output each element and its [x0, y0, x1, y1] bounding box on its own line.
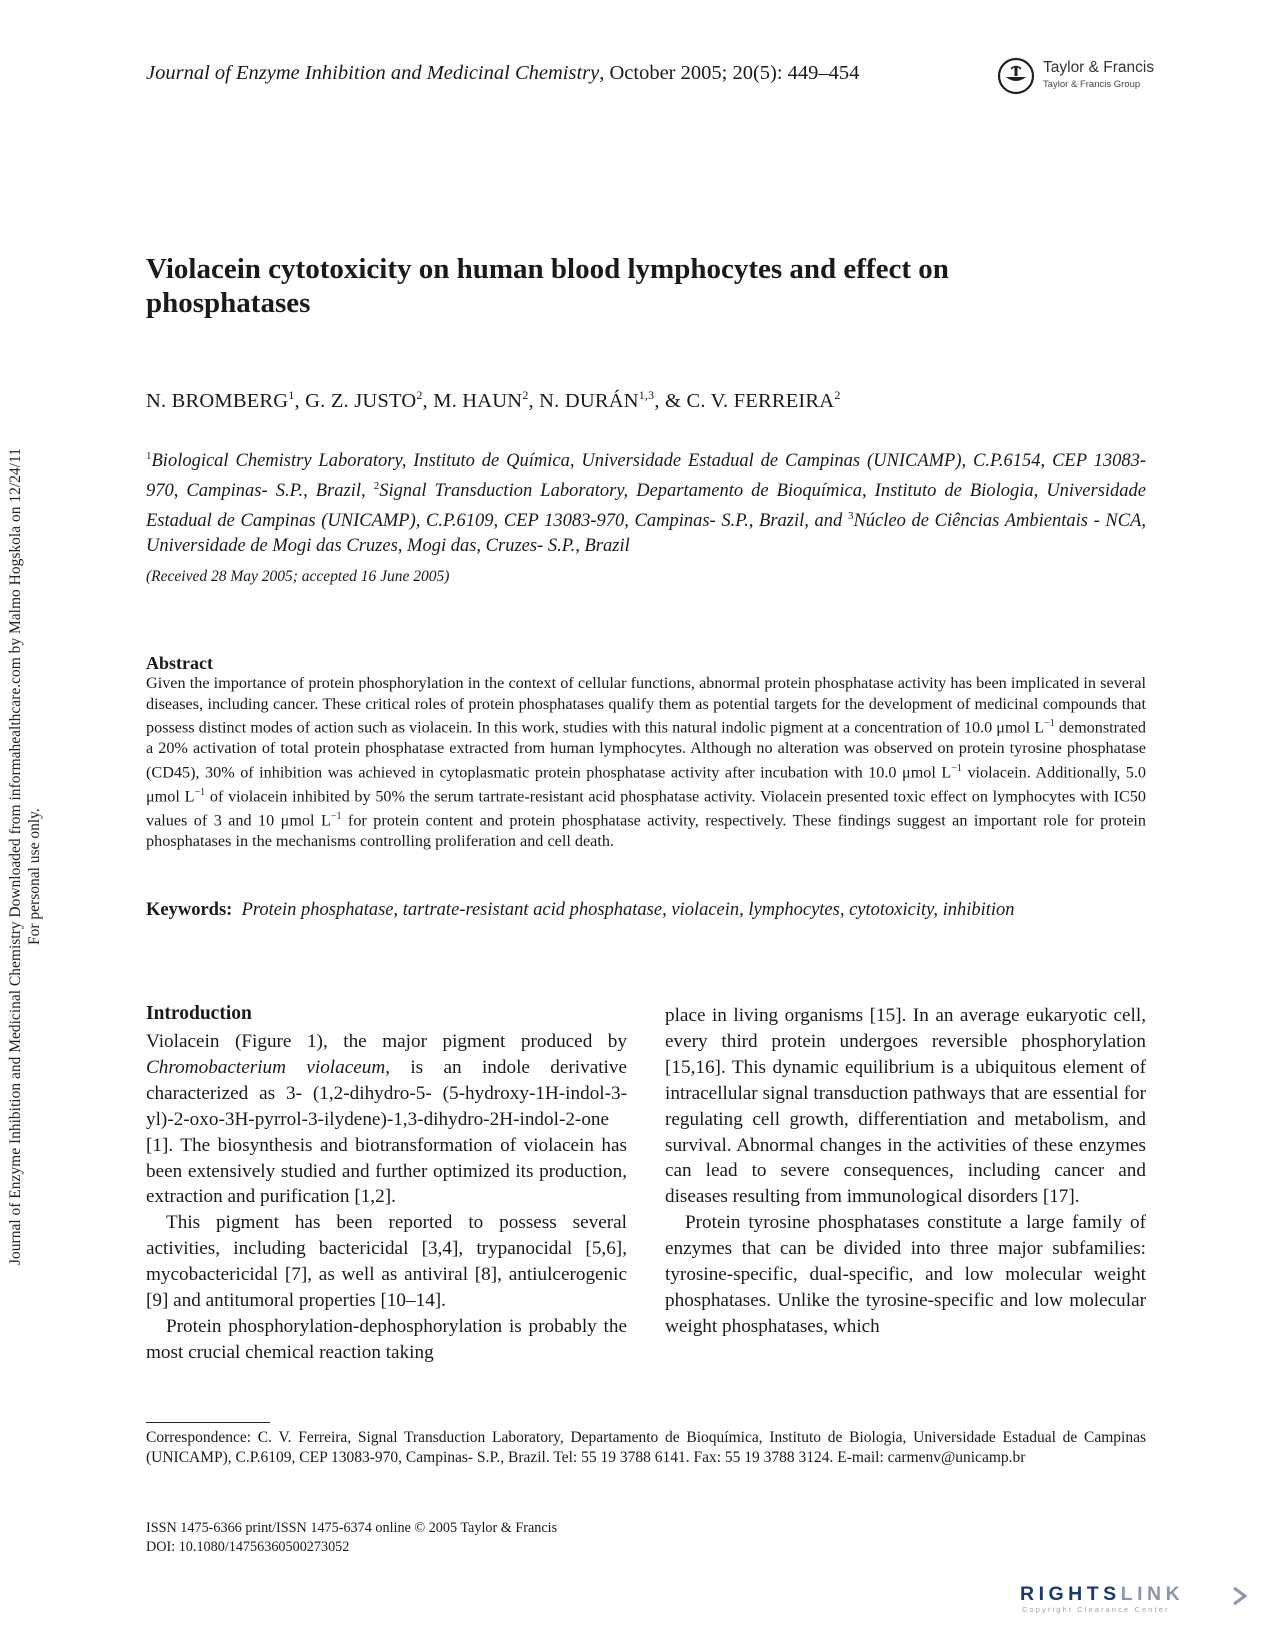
- author-name: G. Z. JUSTO: [305, 389, 417, 412]
- journal-citation: [146, 62, 859, 85]
- journal-name: Journal of Enzyme Inhibition and Medicinal Chemistry: [146, 62, 600, 84]
- publisher-group: Taylor & Francis Group: [1043, 79, 1141, 90]
- rightslink-rights: RIGHTS: [1020, 1583, 1121, 1605]
- rightslink-tagline: Copyright Clearance Center: [1022, 1605, 1170, 1614]
- paragraph: place in living organisms [15]. In an average eukaryotic cell, every third protein undergoes reversible phosphorylation [15,16]. This dynamic equilibrium is a ubiquitous element of intracellular signal transduction pathways that are essential for regulating cell growth, differentiation and metabolism, and survival. Abnormal changes in the activities of these enzymes can lead to severe consequences, including cancer and diseases resulting from immunological disorders [17].: [665, 1005, 1146, 1208]
- body-column-right: [665, 1003, 1146, 1340]
- affiliation-text: Signal Transduction Laboratory, Departamento de Bioquímica, Instituto de Biologia, Universidade Estadual de Campinas (UNICAMP), C.P.6109, CEP 13083-970, Campinas- S.P., Brazil, and: [146, 481, 1146, 532]
- rightslink-link: LINK: [1120, 1583, 1185, 1605]
- author-affiliation-mark: 2: [834, 388, 841, 402]
- abstract-segment: Given the importance of protein phosphorylation in the context of cellular functions, abnormal protein phosphatase activity has been implicated in several diseases, including cancer. These critical roles of protein phosphatases qualify them as potential targets for the development of medicinal compounds that possess distinct modes of action such as violacein. In this work, studies with this natural indolic pigment at a concentration of 10.0 μmol L: [146, 674, 1146, 737]
- correspondence-note: Correspondence: C. V. Ferreira, Signal Transduction Laboratory, Departamento de Bioquímica, Instituto de Biologia, Universidade Estadual de Campinas (UNICAMP), C.P.6109, CEP 13083-970, Campinas- S.P., Brazil. Tel: 55 19 3788 6141. Fax: 55 19 3788 3124. E-mail: carmenv@unicamp.br: [146, 1429, 1146, 1466]
- affiliation-mark: 3: [847, 510, 854, 523]
- publication-info: [146, 1519, 557, 1556]
- author-name: C. V. FERREIRA: [686, 389, 835, 412]
- unit-exponent: −1: [194, 786, 206, 798]
- keywords-list: Protein phosphatase, tartrate-resistant acid phosphatase, violacein, lymphocytes, cytotoxicity, inhibition: [241, 900, 1015, 920]
- doi-line: DOI: 10.1080/14756360500273052: [146, 1538, 350, 1555]
- rightslink-logo[interactable]: [1020, 1583, 1250, 1619]
- paragraph-text: , is an indole derivative characterized as 3- (1,2-dihydro-5- (5-hydroxy-1H-indol-3-yl)-2-oxo-3H-pyrrol-3-ilydene)-1,3-dihydro-2H-indol-2-one [1]. The biosynthesis and biotransformation of violacein has been extensively studied and further optimized its production, extraction and purification [1,2].: [146, 1056, 627, 1208]
- abstract-heading: Abstract: [146, 653, 213, 673]
- paragraph: This pigment has been reported to possess several activities, including bactericidal [3,4], trypanocidal [5,6], mycobactericidal [7], as well as antiviral [8], antiulcerogenic [9] and antitumoral properties [10–14].: [146, 1212, 627, 1312]
- download-notice-line-2: For personal use only.: [26, 808, 43, 945]
- author-affiliation-mark: 2: [522, 388, 529, 402]
- introduction-heading: Introduction: [146, 1003, 252, 1024]
- keywords-label: Keywords:: [146, 900, 233, 920]
- download-notice-line-1: Journal of Enzyme Inhibition and Medicinal Chemistry Downloaded from informahealthcare.com by Malmo Hogskola on 12/24/11: [7, 448, 24, 1265]
- publisher-name: Taylor & Francis: [1043, 59, 1155, 76]
- journal-issue: , October 2005; 20(5): 449–454: [599, 62, 860, 84]
- rightslink-arrow-icon: [1231, 1586, 1249, 1606]
- rightslink-wordmark: [1020, 1583, 1184, 1606]
- affiliation-mark: 1: [146, 450, 152, 462]
- unit-exponent: −1: [330, 810, 342, 822]
- paragraph: Protein phosphorylation-dephosphorylation is probably the most crucial chemical reaction taking: [146, 1315, 627, 1363]
- download-notice: [6, 385, 44, 1265]
- author-separator: ,: [528, 389, 540, 412]
- author-affiliation-mark: 1: [288, 388, 295, 402]
- body-column-left: [146, 1029, 627, 1366]
- affiliation-text: Núcleo de Ciências Ambientais - NCA, Universidade de Mogi das Cruzes, Mogi das, Cruzes- S.P., Brazil: [146, 511, 1146, 557]
- received-dates: (Received 28 May 2005; accepted 16 June 2005): [146, 568, 450, 585]
- affiliation-mark: 2: [373, 480, 380, 493]
- affiliations: [146, 444, 1146, 559]
- abstract-segment: for protein content and protein phosphatase activity, respectively. These findings suggest an important role for protein phosphatases in the mechanisms controlling proliferation and cell death.: [146, 811, 1147, 850]
- author-affiliation-mark: 1,3: [638, 388, 655, 402]
- abstract-segment: demonstrated a 20% activation of total protein phosphatase extracted from human lymphocytes. Although no alteration was observed on protein tyrosine phosphatase (CD45), 30% of inhibition was achieved in cytoplasmatic protein phosphatase activity after incubation with 10.0 μmol L: [146, 718, 1146, 782]
- author-name: M. HAUN: [433, 389, 523, 412]
- affiliation-text: Biological Chemistry Laboratory, Instituto de Química, Universidade Estadual de Campinas (UNICAMP), C.P.6154, CEP 13083-970, Campinas- S.P., Brazil,: [146, 451, 1146, 502]
- publisher-logo-icon: [997, 57, 1037, 97]
- paragraph: Protein tyrosine phosphatases constitute a large family of enzymes that can be divided into three major subfamilies: tyrosine-specific, dual-specific, and low molecular weight phosphatases. Unlike the tyrosine-specific and low molecular weight phosphatases, which: [665, 1212, 1146, 1337]
- footnote-rule: [146, 1422, 270, 1423]
- unit-exponent: −1: [951, 762, 962, 774]
- author-list: [146, 388, 841, 413]
- author-separator: ,: [422, 389, 434, 412]
- keywords: [146, 900, 1146, 921]
- paragraph-text: Violacein (Figure 1), the major pigment produced by: [146, 1031, 627, 1052]
- abstract-segment: of violacein inhibited by 50% the serum tartrate-resistant acid phosphatase activity. Violacein presented toxic effect on lymphocytes with IC50 values of 3 and 10 μmol L: [146, 787, 1146, 830]
- author-name: N. DURÁN: [539, 389, 639, 412]
- author-affiliation-mark: 2: [416, 388, 423, 402]
- issn-line: ISSN 1475-6366 print/ISSN 1475-6374 online © 2005 Taylor & Francis: [146, 1520, 558, 1536]
- author-separator: ,: [294, 389, 306, 412]
- abstract-text: [146, 673, 1146, 851]
- unit-exponent: −1: [1044, 718, 1055, 730]
- author-name: N. BROMBERG: [146, 389, 289, 412]
- article-title: Violacein cytotoxicity on human blood lymphocytes and effect on phosphatases: [146, 253, 949, 319]
- abstract-segment: violacein. Additionally, 5.0 μmol L: [146, 763, 1147, 806]
- publisher-logo: [997, 57, 1167, 99]
- paragraph: [146, 1029, 627, 1210]
- species-name: Chromobacterium violaceum: [146, 1056, 386, 1078]
- author-separator: , &: [654, 389, 687, 412]
